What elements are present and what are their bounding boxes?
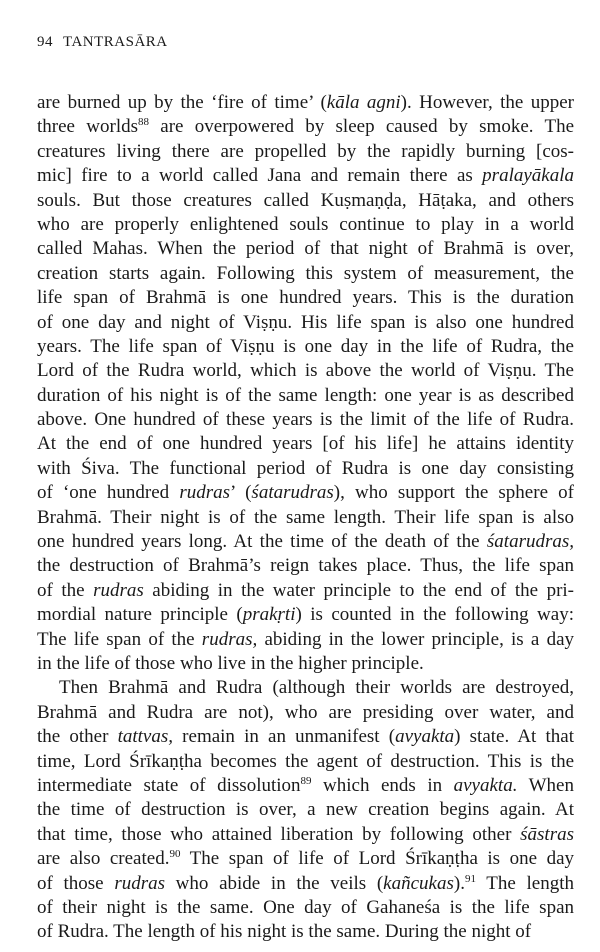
- text-line: [37, 164, 574, 188]
- text-line: [37, 579, 574, 603]
- text-run: with Śiva. The functional period of Rudra is one day consisting: [37, 457, 574, 479]
- text-run: the destruction of Brahmā’s reign takes place. Thus, the life span: [37, 555, 574, 577]
- text-run: ) is counted in the following way:: [295, 604, 574, 626]
- book-page: [37, 34, 574, 945]
- paragraph: [37, 91, 574, 676]
- text-run: are also created.: [37, 848, 170, 870]
- text-line: [37, 628, 574, 652]
- italic-term: prakṛti: [242, 604, 296, 626]
- italic-term: rudras: [93, 579, 144, 601]
- text-run: The length: [475, 872, 575, 894]
- page-number: 94: [37, 34, 53, 50]
- text-line: [37, 384, 574, 408]
- text-line: [37, 725, 574, 749]
- text-run: years. The life span of Viṣṇu is one day in the life of Rudra, the: [37, 335, 574, 357]
- text-line: [37, 798, 574, 822]
- text-line: [37, 872, 574, 896]
- text-run: the time of destruction is over, a new creation begins again. At: [37, 799, 574, 821]
- text-line: [37, 774, 574, 798]
- text-run: of one day and night of Viṣṇu. His life span is also one hundred: [37, 311, 574, 333]
- text-run: three worlds: [37, 116, 138, 138]
- text-line: [37, 750, 574, 774]
- italic-term: kāla agni: [326, 92, 401, 113]
- text-run: ) state. At that: [454, 726, 574, 748]
- text-run: of the: [37, 579, 94, 601]
- italic-term: pralayākala: [482, 165, 574, 187]
- text-run: remain in an unmanifest (: [173, 726, 396, 748]
- footnote-marker: 90: [169, 848, 181, 861]
- footnote-marker: 89: [300, 774, 312, 787]
- text-line: [37, 701, 574, 725]
- text-line: [37, 603, 574, 627]
- text-run: souls. But those creatures called Kuṣmaṇḍa, Hāṭaka, and others: [37, 189, 574, 211]
- text-run: called Mahas. When the period of that night of Brahmā is over,: [37, 238, 574, 260]
- text-run: abiding in the lower principle, is a day: [257, 628, 574, 650]
- text-run: ). However, the upper: [400, 92, 574, 113]
- text-run: of their night is the same. One day of Gahaneśa is the life span: [37, 896, 574, 918]
- italic-term: tattvas,: [117, 726, 174, 748]
- footnote-marker: 88: [138, 116, 149, 129]
- text-run: creatures living there are propelled by the rapidly burning [cos-: [37, 140, 574, 162]
- text-line: [37, 457, 574, 481]
- body-text: [37, 91, 574, 945]
- text-run: mordial nature principle (: [37, 604, 243, 626]
- text-run: one hundred years long. At the time of the death of the: [37, 531, 487, 553]
- text-line: [37, 115, 574, 139]
- text-run: duration of his night is of the same length: one year is as described: [37, 384, 574, 406]
- paragraph: [37, 676, 574, 944]
- text-line: [37, 140, 574, 164]
- text-run: above. One hundred of these years is the limit of the life of Rudra.: [37, 409, 574, 431]
- text-line: [37, 286, 574, 310]
- text-line: [37, 847, 574, 871]
- text-line: [37, 920, 574, 944]
- text-line: [37, 213, 574, 237]
- text-run: At the end of one hundred years [of his life] he attains identity: [37, 433, 574, 455]
- italic-term: śāstras: [520, 823, 574, 845]
- text-line: [37, 335, 574, 359]
- text-line: [37, 189, 574, 213]
- text-run: intermediate state of dissolution: [37, 774, 301, 796]
- text-line: [37, 91, 574, 115]
- text-line: [37, 652, 574, 676]
- text-run: creation starts again. Following this system of measurement, the: [37, 262, 574, 284]
- text-line: [37, 506, 574, 530]
- italic-term: avyakta: [395, 726, 455, 748]
- text-run: Brahmā and Rudra are not), who are presiding over water, and: [37, 701, 574, 723]
- text-run: time, Lord Śrīkaṇṭha becomes the agent of destruction. This is the: [37, 750, 574, 772]
- text-run: Brahmā. Their night is of the same length. Their life span is also: [37, 506, 574, 528]
- text-run: mic] fire to a world called Jana and remain there as: [37, 165, 483, 187]
- text-run: that time, those who attained liberation by following other: [37, 823, 521, 845]
- text-run: who are properly enlightened souls continue to play in a world: [37, 213, 574, 235]
- text-run: ).: [453, 872, 465, 894]
- text-line: [37, 823, 574, 847]
- footnote-marker: 91: [464, 872, 476, 885]
- text-run: are overpowered by sleep caused by smoke. The: [149, 116, 574, 138]
- italic-term: śatarudras: [251, 482, 334, 504]
- text-line: [37, 676, 574, 700]
- text-line: [37, 530, 574, 554]
- text-run: ’ (: [230, 482, 252, 504]
- italic-term: rudras: [179, 482, 231, 504]
- text-line: [37, 359, 574, 383]
- running-header: [37, 34, 574, 51]
- italic-term: rudras: [114, 872, 165, 894]
- text-run: of ‘one hundred: [37, 482, 180, 504]
- text-run: abiding in the water principle to the end of the pri-: [143, 579, 574, 601]
- text-run: ), who support the sphere of: [333, 482, 574, 504]
- italic-term: rudras,: [201, 628, 258, 650]
- text-line: [37, 896, 574, 920]
- italic-term: avyakta.: [453, 774, 518, 796]
- text-run: of those: [37, 872, 115, 894]
- text-run: in the life of those who live in the higher principle.: [37, 652, 424, 674]
- text-run: life span of Brahmā is one hundred years. This is the duration: [37, 287, 574, 309]
- text-run: The life span of the: [37, 628, 202, 650]
- text-run: Then Brahmā and Rudra (although their worlds are destroyed,: [59, 677, 574, 699]
- text-line: [37, 481, 574, 505]
- text-run: who abide in the veils (: [165, 872, 384, 894]
- text-run: The span of life of Lord Śrīkaṇṭha is one day: [180, 848, 574, 870]
- text-line: [37, 237, 574, 261]
- running-title: TANTRASĀRA: [62, 34, 168, 50]
- text-run: When: [517, 774, 574, 796]
- text-line: [37, 408, 574, 432]
- text-run: the other: [37, 726, 118, 748]
- text-line: [37, 262, 574, 286]
- text-run: are burned up by the ‘fire of time’ (: [37, 92, 327, 113]
- text-run: which ends in: [311, 774, 454, 796]
- italic-term: kañcukas: [383, 872, 454, 894]
- text-line: [37, 311, 574, 335]
- text-run: of Rudra. The length of his night is the same. During the night of: [37, 921, 532, 943]
- text-run: Lord of the Rudra world, which is above the world of Viṣṇu. The: [37, 360, 574, 382]
- italic-term: śatarudras,: [486, 531, 574, 553]
- text-line: [37, 432, 574, 456]
- text-line: [37, 554, 574, 578]
